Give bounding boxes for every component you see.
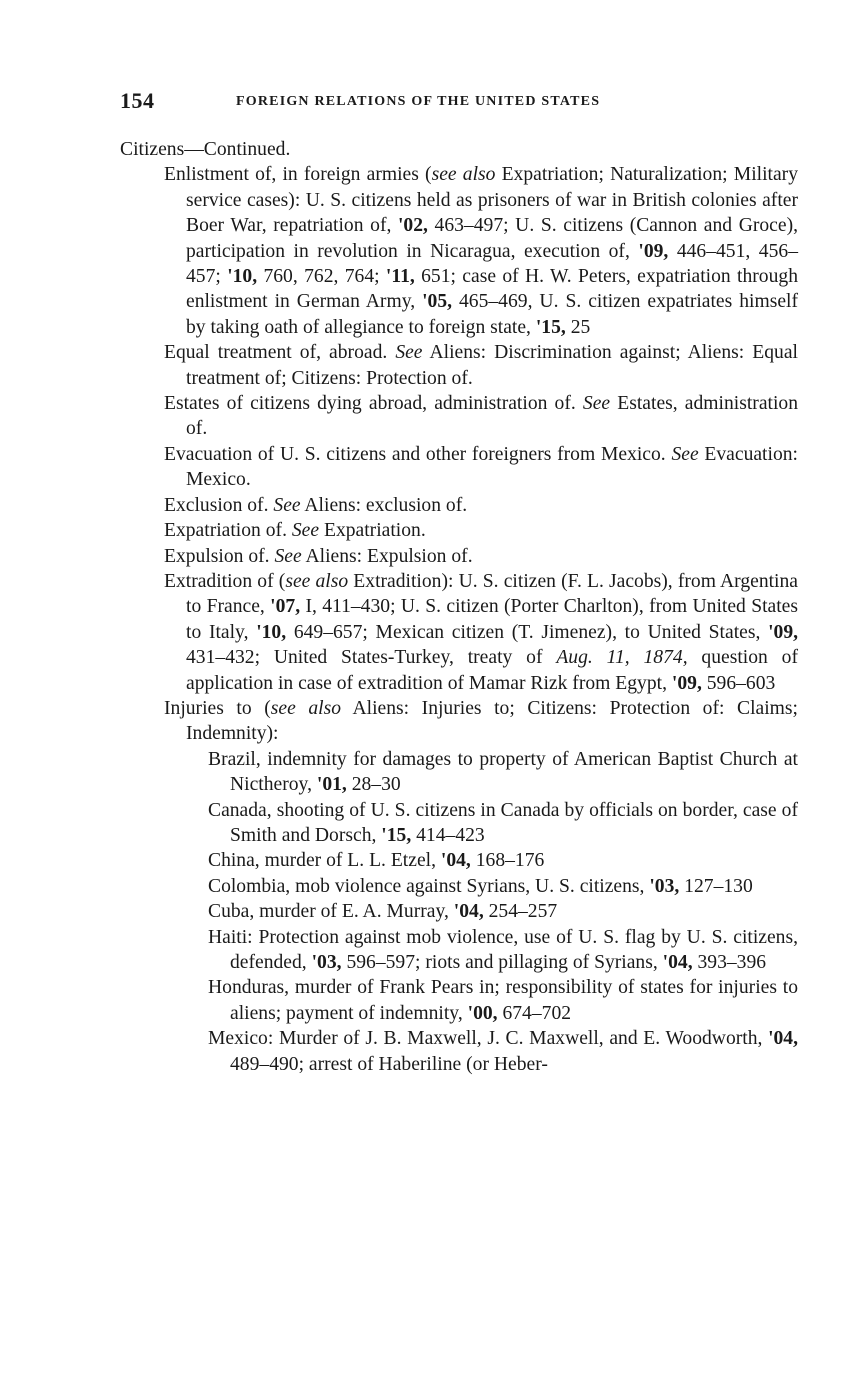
entry-extradition: Extradition of (see also Extradition): U. S. citizen (F. L. Jacobs), from Argentina to France, '07, I, 411–430; U. S. citizen (Porter Charlton), from United States to Italy, '10, 649–657; Mexican citizen (T. Jimenez), to United States, '09, 431–432; United States-Turkey, treaty of Aug. 11, 1874, question of application in case of extradition of Mamar Rizk from Egypt, '09, 596–603: [164, 570, 799, 694]
sub-entry-brazil: Brazil, indemnity for damages to property of American Baptist Church at Nictheroy, '01, 28–30: [208, 748, 798, 796]
entry-equal-treatment: Equal treatment of, abroad. See Aliens: Discrimination against; Aliens: Equal treatment of; Citizens: Protection of.: [164, 342, 798, 389]
sub-entry-colombia: Colombia, mob violence against Syrians, U. S. citizens, '03, 127–130: [208, 875, 753, 897]
sub-entry-mexico: Mexico: Murder of J. B. Maxwell, J. C. Maxwell, and E. Woodworth, '04, 489–490; arrest of Haberiline (or Heber-: [208, 1028, 798, 1075]
entry-expulsion: Expulsion of. See Aliens: Expulsion of.: [164, 545, 473, 567]
sub-entry-china: China, murder of L. L. Etzel, '04, 168–176: [208, 850, 545, 872]
running-title: FOREIGN RELATIONS OF THE UNITED STATES: [236, 94, 601, 109]
sub-entry-cuba: Cuba, murder of E. A. Murray, '04, 254–257: [208, 901, 558, 923]
entry-estates: Estates of citizens dying abroad, administration of. See Estates, administration of.: [164, 393, 798, 440]
sub-entry-haiti: Haiti: Protection against mob violence, use of U. S. flag by U. S. citizens, defended, '03, 596–597; riots and pillaging of Syrians, '04, 393–396: [208, 926, 798, 973]
entry-exclusion: Exclusion of. See Aliens: exclusion of.: [164, 494, 468, 516]
entry-expatriation: Expatriation of. See Expatriation.: [164, 520, 426, 542]
index-content: [120, 137, 798, 1077]
index-heading: Citizens—Continued.: [120, 139, 291, 160]
entry-enlistment: Enlistment of, in foreign armies (see also Expatriation; Naturalization; Military service cases): U. S. citizens held as prisoners of war in British colonies after Boer War, repatriation of, '02, 463–497; U. S. citizens (Cannon and Groce), participation in revolution in Nicaragua, execution of, '09, 446–451, 456–457; '10, 760, 762, 764; '11, 651; case of H. W. Peters, expatriation through enlistment in German Army, '05, 465–469, U. S. citizen expatriates himself by taking oath of allegiance to foreign state, '15, 25: [164, 164, 798, 338]
page-header: [120, 88, 720, 118]
page-number: 154: [120, 88, 155, 113]
entry-injuries: Injuries to (see also Aliens: Injuries to; Citizens: Protection of: Claims; Indemnity):: [164, 697, 798, 745]
sub-entry-honduras: Honduras, murder of Frank Pears in; responsibility of states for injuries to aliens; payment of indemnity, '00, 674–702: [208, 977, 798, 1024]
sub-entry-canada: Canada, shooting of U. S. citizens in Canada by officials on border, case of Smith and Dorsch, '15, 414–423: [208, 799, 798, 846]
entry-evacuation: Evacuation of U. S. citizens and other foreigners from Mexico. See Evacuation: Mexico.: [164, 443, 798, 491]
